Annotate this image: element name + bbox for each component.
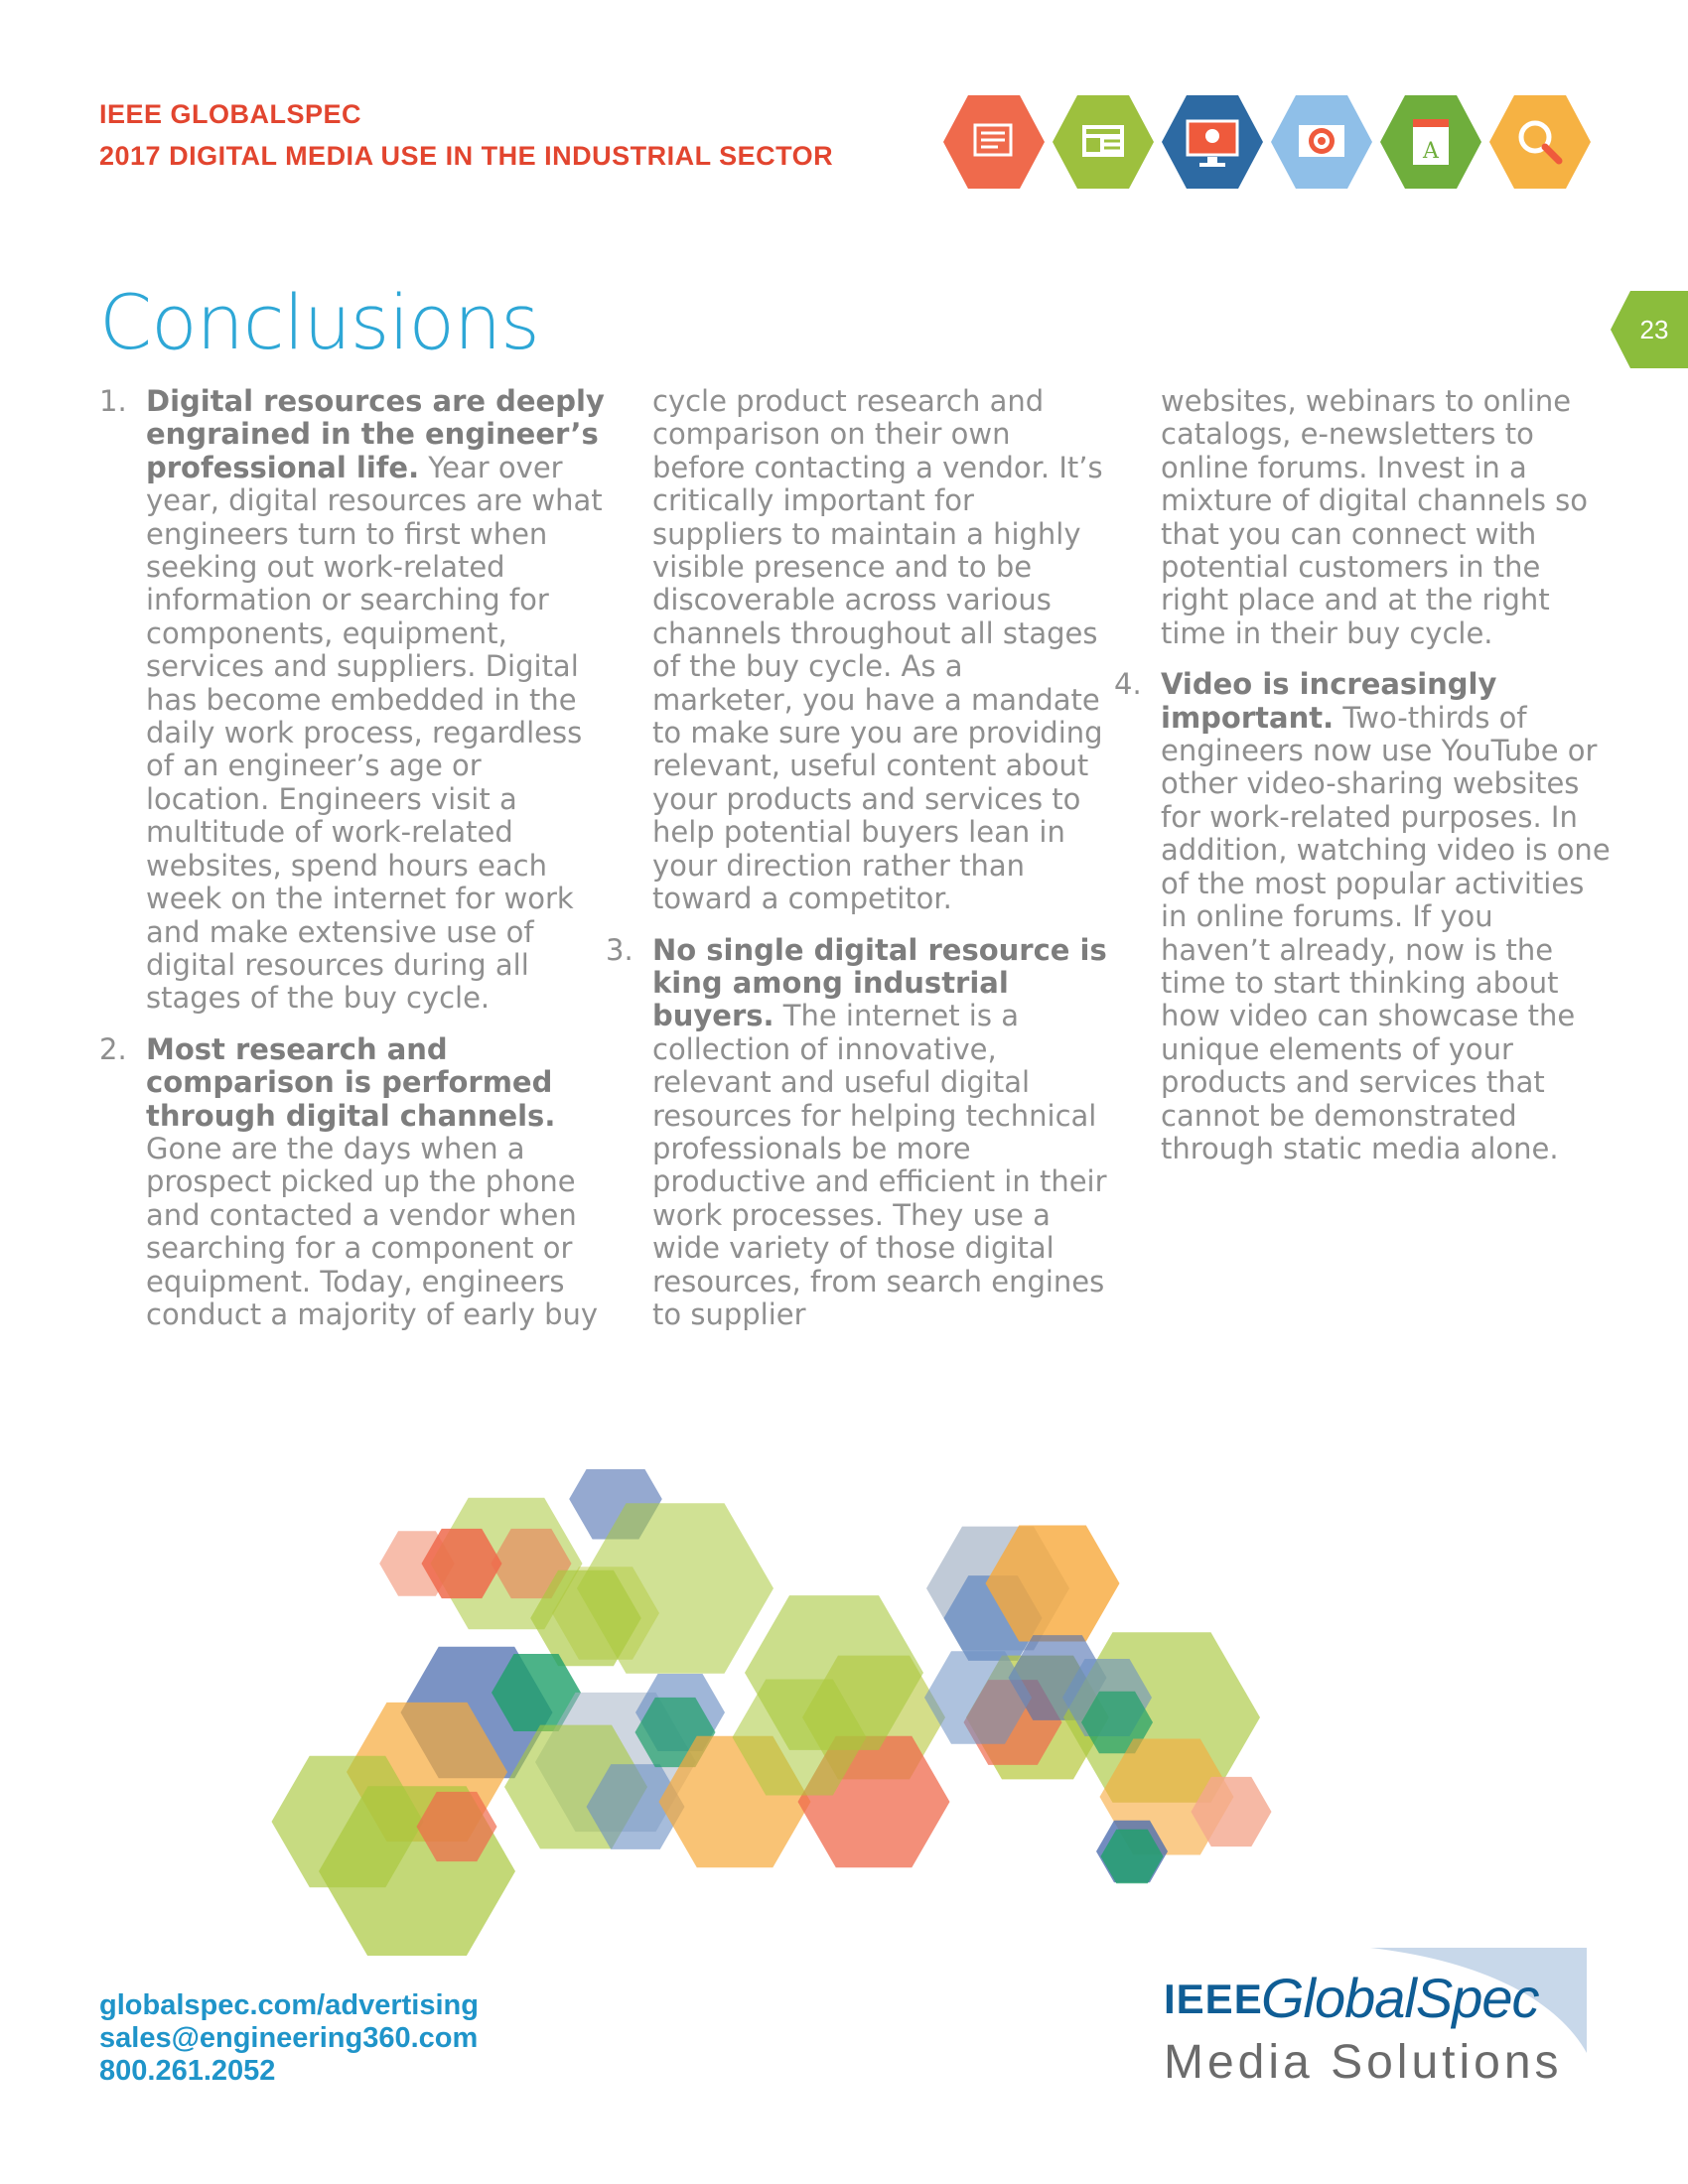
webinar-screen-icon — [1162, 95, 1263, 189]
text-column-3 — [1114, 385, 1611, 1183]
channel-icon-row — [943, 95, 1595, 189]
text-column-1 — [99, 385, 606, 1349]
email-target-icon — [1271, 95, 1372, 189]
svg-text:A: A — [1423, 139, 1439, 164]
conclusion-item-2 — [99, 1033, 606, 1332]
website-link[interactable]: globalspec.com/advertising — [99, 1989, 479, 2021]
conclusion-item-1 — [99, 385, 606, 1016]
item-3-continued: websites, webinars to online catalogs, e-newsletters to online forums. Invest in a mixture of digital channels so that you can connect with potential customers in the right place and at the right time in their buy cycle. — [1161, 384, 1589, 650]
page-number: 23 — [1639, 315, 1669, 344]
conclusion-item-3 — [606, 934, 1112, 1332]
newspaper-icon — [943, 95, 1045, 189]
header-report-title: 2017 DIGITAL MEDIA USE IN THE INDUSTRIAL SECTOR — [99, 141, 834, 171]
item-number: 1. — [99, 384, 127, 418]
item-heading: Most research and comparison is performed through digital channels. — [146, 1031, 556, 1133]
item-heading: Video is increasingly important. — [1161, 667, 1497, 735]
email-link[interactable]: sales@engineering360.com — [99, 2022, 479, 2054]
item-body: Two-thirds of engineers now use YouTube or other video-sharing websites for work-related purposes. In addition, watching video is one of the most popular activities in online forums. If you haven’t already, now is the time to start thinking about how video can showcase the unique elements of your products and services that cannot be demonstrated through static media alone. — [1161, 700, 1611, 1165]
page-number-tab — [1611, 291, 1688, 368]
item-number: 2. — [99, 1031, 127, 1066]
item-body: Gone are the days when a prospect picked up the phone and contacted a vendor when searching for a component or equipment. Today, engineers conduct a majority of early buy — [146, 1131, 599, 1331]
header-brand: IEEE GLOBALSPEC — [99, 99, 362, 129]
search-magnifier-icon — [1489, 95, 1591, 189]
logo-ieee: IEEE — [1164, 1976, 1263, 2022]
item-number: 4. — [1114, 667, 1142, 702]
item-number: 3. — [606, 932, 633, 967]
report-header — [99, 93, 833, 177]
item-heading: No single digital resource is king among industrial buyers. — [652, 932, 1107, 1033]
decorative-hexagon-cluster — [258, 1469, 1430, 1956]
item-2-continued: cycle product research and comparison on their own before contacting a vendor. It’s critically important for suppliers to maintain a highly visible presence and to be discoverable across various channels throughout all stages of the buy cycle. As a marketer, you have a mandate to make sure you are providing relevant, useful content about your products and services to help potential buyers lean in your direction rather than toward a competitor. — [652, 384, 1103, 916]
logo-media-solutions: Media Solutions — [1164, 2036, 1563, 2089]
item-heading: Digital resources are deeply engrained in the engineer’s professional life. — [146, 384, 605, 484]
contact-footer — [99, 1989, 479, 2088]
page-title: Conclusions — [99, 278, 539, 366]
newsletter-icon — [1053, 95, 1154, 189]
phone-number: 800.261.2052 — [99, 2055, 276, 2087]
logo-globalspec: GlobalSpec — [1261, 1967, 1539, 2029]
ieee-globalspec-logo — [1162, 1944, 1589, 2093]
conclusion-item-4 — [1114, 668, 1611, 1165]
catalog-book-icon — [1380, 95, 1481, 189]
item-body: The internet is a collection of innovative, relevant and useful digital resources for helping technical professionals be more productive and efficient in their work processes. They use a wide variety of those digital resources, from search engines to supplier — [652, 999, 1107, 1331]
text-column-2 — [606, 385, 1112, 1349]
item-body: Year over year, digital resources are what engineers turn to first when seeking out work-related information or searching for components, equipment, services and suppliers. Digital has become embedded in the daily work process, regardless of an engineer’s age or location. Engineers visit a multitude of work-related websites, spend hours each week on the internet for work and make extensive use of digital resources during all stages of the buy cycle. — [146, 450, 603, 1016]
